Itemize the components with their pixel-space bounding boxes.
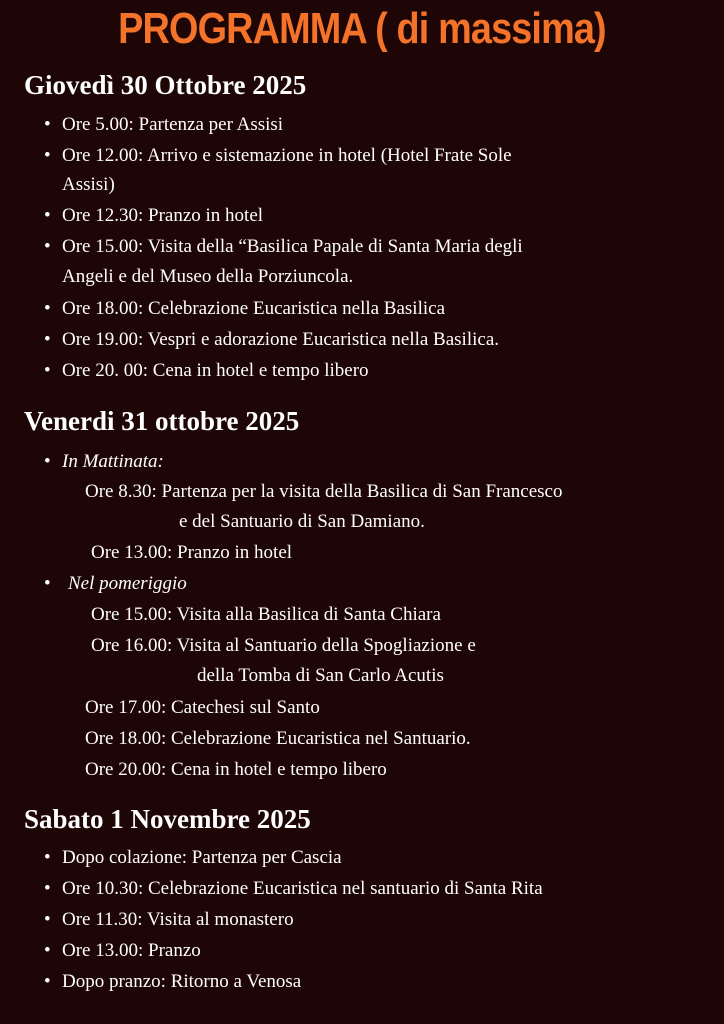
list-item: Ore 17.00: Catechesi sul Santo [85, 697, 320, 718]
list-item: Ore 20. 00: Cena in hotel e tempo libero [62, 360, 369, 381]
bullet: • [44, 573, 51, 594]
list-item: Ore 16.00: Visita al Santuario della Spogliazione e [91, 635, 476, 656]
bullet: • [44, 205, 51, 226]
bullet: • [44, 145, 51, 166]
bullet: • [44, 909, 51, 930]
list-item-continued: e del Santuario di San Damiano. [179, 511, 425, 532]
day-heading: Sabato 1 Novembre 2025 [24, 804, 311, 834]
section-label: Nel pomeriggio [68, 573, 187, 594]
list-item: Ore 15.00: Visita alla Basilica di Santa Chiara [91, 604, 441, 625]
list-item: Ore 11.30: Visita al monastero [62, 909, 294, 930]
list-item: Ore 10.30: Celebrazione Eucaristica nel santuario di Santa Rita [62, 878, 543, 899]
list-item: Ore 13.00: Pranzo [62, 940, 201, 961]
bullet: • [44, 236, 51, 257]
list-item: Ore 18.00: Celebrazione Eucaristica nel Santuario. [85, 728, 471, 749]
list-item: Ore 13.00: Pranzo in hotel [91, 542, 293, 563]
list-item: Ore 12.00: Arrivo e sistemazione in hotel (Hotel Frate Sole [62, 145, 512, 166]
list-item: Dopo pranzo: Ritorno a Venosa [62, 971, 302, 992]
bullet: • [44, 360, 51, 381]
bullet: • [44, 971, 51, 992]
list-item-continued: Angeli e del Museo della Porziuncola. [62, 266, 354, 287]
bullet: • [44, 847, 51, 868]
bullet: • [44, 878, 51, 899]
list-item: Ore 8.30: Partenza per la visita della Basilica di San Francesco [85, 481, 563, 502]
list-item: Ore 20.00: Cena in hotel e tempo libero [85, 759, 387, 780]
day-heading: Venerdi 31 ottobre 2025 [24, 406, 300, 436]
list-item: Ore 19.00: Vespri e adorazione Eucaristica nella Basilica. [62, 329, 500, 350]
section-label: In Mattinata: [62, 451, 164, 472]
bullet: • [44, 114, 51, 135]
bullet: • [44, 940, 51, 961]
list-item: Ore 12.30: Pranzo in hotel [62, 205, 264, 226]
list-item: Ore 15.00: Visita della “Basilica Papale di Santa Maria degli [62, 236, 523, 257]
list-item: Dopo colazione: Partenza per Cascia [62, 847, 342, 868]
list-item: Ore 18.00: Celebrazione Eucaristica nella Basilica [62, 298, 446, 319]
list-item: Ore 5.00: Partenza per Assisi [62, 114, 284, 135]
bullet: • [44, 329, 51, 350]
bullet: • [44, 298, 51, 319]
page-title: PROGRAMMA ( di massima) [118, 4, 606, 53]
list-item-continued: Assisi) [62, 174, 115, 195]
day-heading: Giovedì 30 Ottobre 2025 [24, 70, 307, 100]
bullet: • [44, 451, 51, 472]
list-item-continued: della Tomba di San Carlo Acutis [197, 665, 444, 686]
